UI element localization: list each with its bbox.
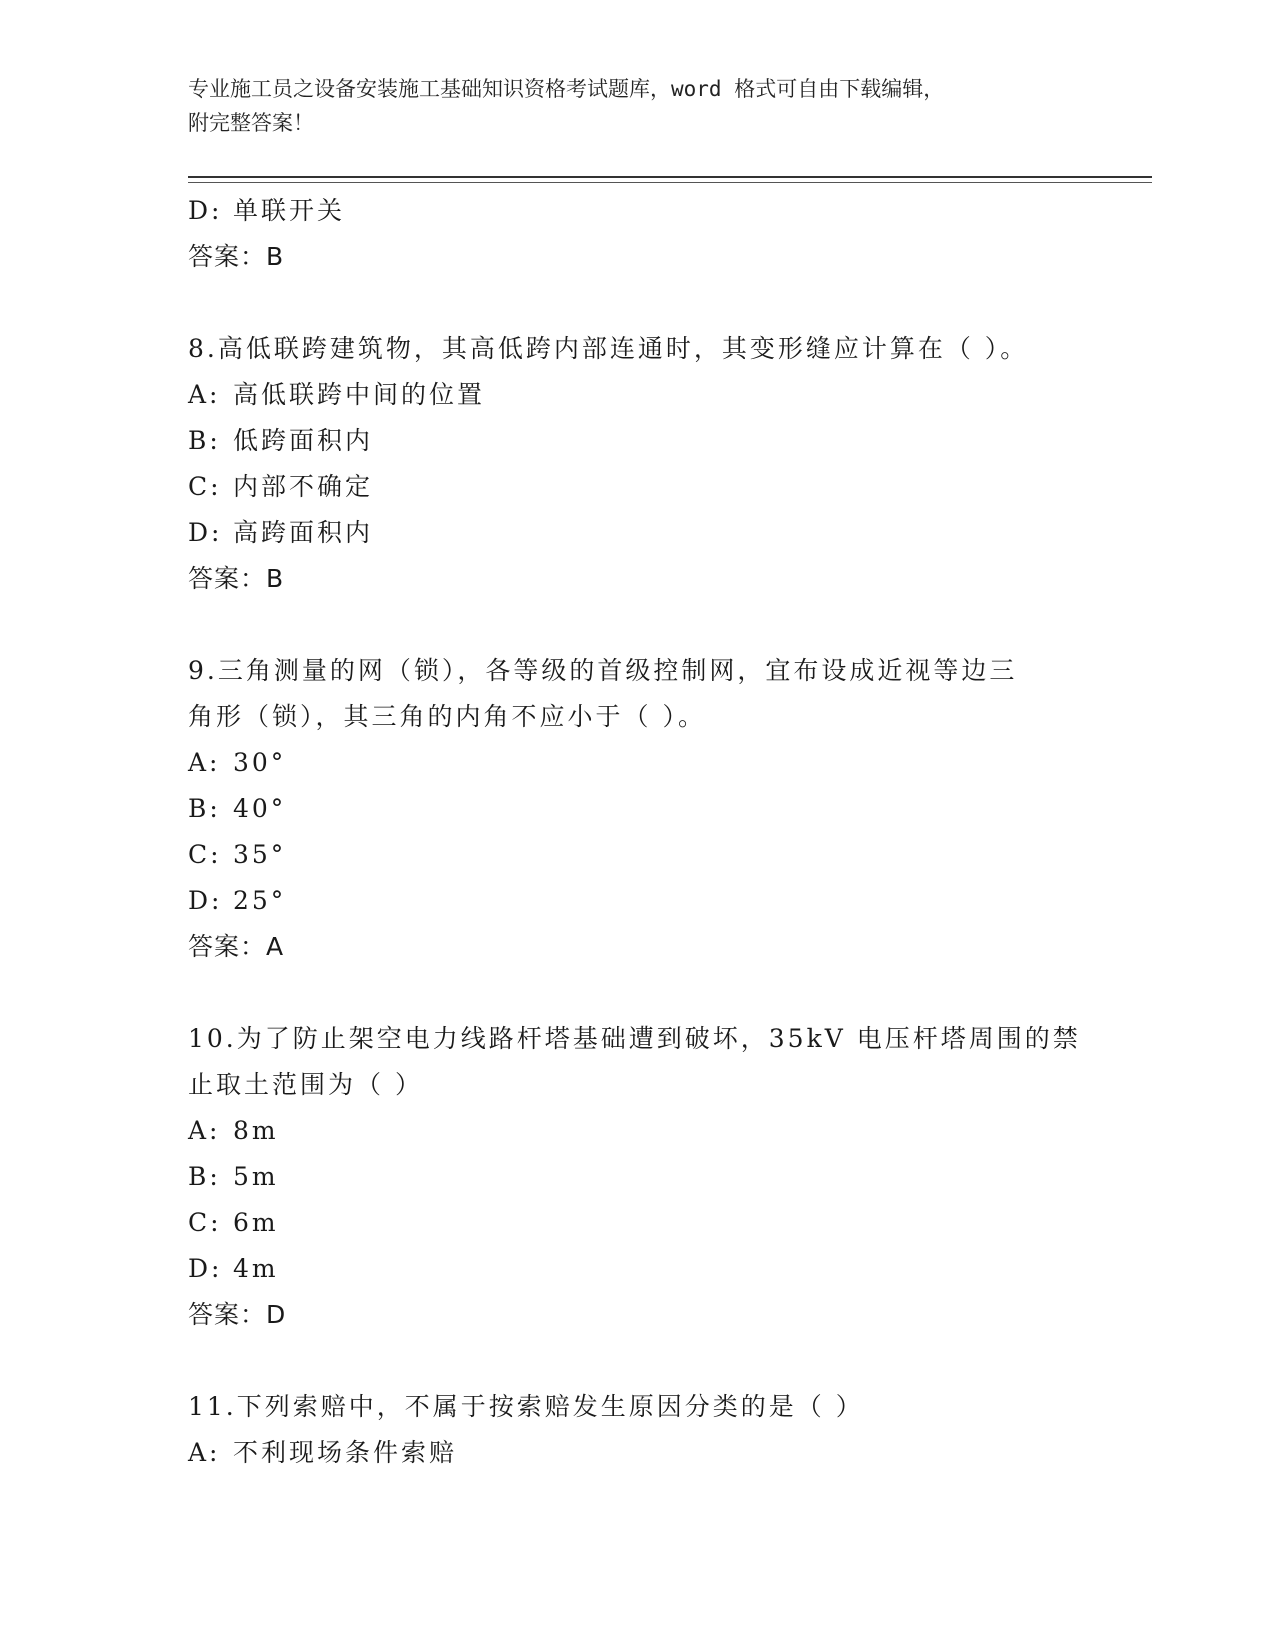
option-key: D:	[188, 518, 223, 547]
answer: 答案：B	[188, 242, 285, 271]
document-header	[188, 72, 1068, 140]
question-stem-cont: 角形（锁），其三角的内角不应小于（ ）。	[188, 702, 706, 731]
option-text: 高跨面积内	[233, 518, 374, 547]
option-text: 25°	[233, 886, 287, 915]
question-9	[188, 648, 1108, 970]
header-line-2: 附完整答案！	[188, 111, 314, 135]
option-a	[188, 740, 1108, 786]
option-text: 4m	[233, 1254, 279, 1283]
option-key: D:	[188, 886, 223, 915]
option-key: A:	[188, 1116, 221, 1145]
question-stem: 11.下列索赔中，不属于按索赔发生原因分类的是（ ）	[188, 1392, 864, 1421]
header-divider-thick	[188, 176, 1152, 178]
header-line-1: 专业施工员之设备安装施工基础知识资格考试题库，word 格式可自由下载编辑，	[188, 77, 945, 101]
option-key: D:	[188, 196, 223, 225]
answer: 答案：B	[188, 564, 285, 593]
option-text: 35°	[233, 840, 287, 869]
option-text: 高低联跨中间的位置	[233, 380, 486, 409]
option-text: 内部不确定	[233, 472, 374, 501]
option-text: 8m	[233, 1116, 279, 1145]
option-key: C:	[188, 840, 222, 869]
header-divider-thin	[188, 182, 1152, 183]
option-a	[188, 1108, 1108, 1154]
option-key: D:	[188, 1254, 223, 1283]
option-key: A:	[188, 1438, 221, 1467]
option-text: 单联开关	[233, 196, 346, 225]
option-text: 低跨面积内	[233, 426, 374, 455]
option-b	[188, 418, 1108, 464]
option-c	[188, 464, 1108, 510]
option-text: 6m	[233, 1208, 279, 1237]
question-8	[188, 326, 1108, 602]
option-key: B:	[188, 426, 221, 455]
option-key: C:	[188, 472, 222, 501]
option-key: A:	[188, 748, 221, 777]
option-c	[188, 832, 1108, 878]
option-d	[188, 188, 1108, 234]
question-stem: 8.高低联跨建筑物，其高低跨内部连通时，其变形缝应计算在（ ）。	[188, 334, 1029, 363]
option-key: B:	[188, 1162, 221, 1191]
question-10	[188, 1016, 1108, 1338]
option-key: B:	[188, 794, 221, 823]
option-d	[188, 1246, 1108, 1292]
option-text: 不利现场条件索赔	[233, 1438, 458, 1467]
question-stem-cont: 止取土范围为（ ）	[188, 1070, 423, 1099]
option-key: C:	[188, 1208, 222, 1237]
option-c	[188, 1200, 1108, 1246]
option-b	[188, 786, 1108, 832]
question-stem: 10.为了防止架空电力线路杆塔基础遭到破坏，35kV 电压杆塔周围的禁	[188, 1024, 1081, 1053]
question-11	[188, 1384, 1108, 1476]
option-a	[188, 1430, 1108, 1476]
option-key: A:	[188, 380, 221, 409]
option-text: 40°	[233, 794, 287, 823]
answer: 答案：A	[188, 932, 285, 961]
option-d	[188, 878, 1108, 924]
question-stem: 9.三角测量的网（锁），各等级的首级控制网，宜布设成近视等边三	[188, 656, 1018, 685]
question-list	[188, 188, 1108, 1476]
option-a	[188, 372, 1108, 418]
option-text: 5m	[233, 1162, 279, 1191]
option-text: 30°	[233, 748, 287, 777]
option-b	[188, 1154, 1108, 1200]
answer: 答案：D	[188, 1300, 287, 1329]
option-d	[188, 510, 1108, 556]
